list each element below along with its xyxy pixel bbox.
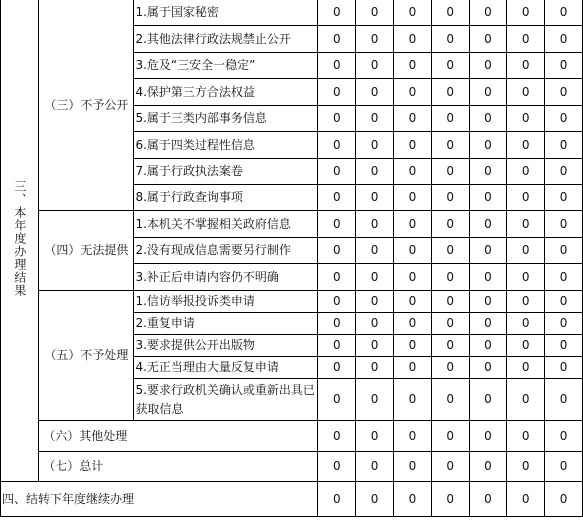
value-cell: 0 [394,291,432,313]
section-4-title: 四、结转下年度继续办理 [1,482,318,517]
row-label: 1.属于国家秘密 [134,0,318,26]
value-cell: 0 [394,53,432,79]
value-cell: 0 [394,79,432,106]
value-cell: 0 [507,313,545,335]
value-cell: 0 [394,313,432,335]
value-cell: 0 [431,26,469,53]
value-cell: 0 [394,482,432,517]
value-cell: 0 [431,421,469,452]
value-cell: 0 [356,26,394,53]
value-cell: 0 [318,185,356,211]
value-cell: 0 [318,106,356,132]
value-cell: 0 [545,335,583,357]
value-cell: 0 [318,53,356,79]
value-cell: 0 [507,211,545,238]
row-label: 8.属于行政查询事项 [134,185,318,211]
value-cell: 0 [469,313,507,335]
value-cell: 0 [318,211,356,238]
value-cell: 0 [469,0,507,26]
value-cell: 0 [545,482,583,517]
value-cell: 0 [469,335,507,357]
value-cell: 0 [318,291,356,313]
value-cell: 0 [507,238,545,264]
value-cell: 0 [318,159,356,185]
value-cell: 0 [469,132,507,159]
value-cell: 0 [318,238,356,264]
value-cell: 0 [545,313,583,335]
value-cell: 0 [356,379,394,421]
value-cell: 0 [431,313,469,335]
value-cell: 0 [545,26,583,53]
value-cell: 0 [318,0,356,26]
table-row [1,211,583,238]
value-cell: 0 [545,53,583,79]
value-cell: 0 [431,238,469,264]
value-cell: 0 [545,452,583,482]
table-row [1,291,583,313]
value-cell: 0 [545,0,583,26]
value-cell: 0 [356,313,394,335]
value-cell: 0 [431,291,469,313]
value-cell: 0 [318,335,356,357]
group-label-g7: （七）总计 [39,452,318,482]
value-cell: 0 [431,482,469,517]
value-cell: 0 [507,264,545,291]
row-label: 3.危及“三安全一稳定” [134,53,318,79]
value-cell: 0 [545,291,583,313]
value-cell: 0 [356,291,394,313]
value-cell: 0 [431,79,469,106]
value-cell: 0 [469,211,507,238]
value-cell: 0 [318,357,356,379]
row-label: 1.信访举报投诉类申请 [134,291,318,313]
value-cell: 0 [431,132,469,159]
value-cell: 0 [356,482,394,517]
value-cell: 0 [318,132,356,159]
value-cell: 0 [318,313,356,335]
row-label: 3.补正后申请内容仍不明确 [134,264,318,291]
value-cell: 0 [394,421,432,452]
value-cell: 0 [545,238,583,264]
value-cell: 0 [507,291,545,313]
value-cell: 0 [356,0,394,26]
value-cell: 0 [507,421,545,452]
value-cell: 0 [431,357,469,379]
value-cell: 0 [507,106,545,132]
value-cell: 0 [507,159,545,185]
group-label-g5: （五）不予处理 [39,291,134,421]
value-cell: 0 [545,79,583,106]
value-cell: 0 [394,106,432,132]
value-cell: 0 [469,53,507,79]
group-label-g6: （六）其他处理 [39,421,318,452]
value-cell: 0 [356,421,394,452]
value-cell: 0 [318,26,356,53]
value-cell: 0 [469,26,507,53]
row-label: 2.没有现成信息需要另行制作 [134,238,318,264]
value-cell: 0 [545,185,583,211]
value-cell: 0 [507,26,545,53]
value-cell: 0 [356,53,394,79]
value-cell: 0 [394,264,432,291]
row-label: 7.属于行政执法案卷 [134,159,318,185]
table-row [1,452,583,482]
value-cell: 0 [507,79,545,106]
value-cell: 0 [431,335,469,357]
value-cell: 0 [469,452,507,482]
value-cell: 0 [431,264,469,291]
value-cell: 0 [545,421,583,452]
value-cell: 0 [507,53,545,79]
value-cell: 0 [545,106,583,132]
value-cell: 0 [318,482,356,517]
value-cell: 0 [469,482,507,517]
value-cell: 0 [356,132,394,159]
row-label: 4.无正当理由大量反复申请 [134,357,318,379]
value-cell: 0 [431,452,469,482]
row-label: 2.其他法律行政法规禁止公开 [134,26,318,53]
value-cell: 0 [394,211,432,238]
value-cell: 0 [507,482,545,517]
value-cell: 0 [356,357,394,379]
value-cell: 0 [394,357,432,379]
value-cell: 0 [394,335,432,357]
value-cell: 0 [318,264,356,291]
value-cell: 0 [545,211,583,238]
value-cell: 0 [431,159,469,185]
value-cell: 0 [431,185,469,211]
value-cell: 0 [394,159,432,185]
value-cell: 0 [469,238,507,264]
value-cell: 0 [507,357,545,379]
value-cell: 0 [356,264,394,291]
value-cell: 0 [394,0,432,26]
row-label: 2.重复申请 [134,313,318,335]
group-label-g3: （三）不予公开 [39,0,134,211]
value-cell: 0 [507,0,545,26]
value-cell: 0 [318,452,356,482]
value-cell: 0 [507,132,545,159]
row-label: 1.本机关不掌握相关政府信息 [134,211,318,238]
table-row [1,482,583,517]
table-row [1,0,583,26]
value-cell: 0 [469,421,507,452]
value-cell: 0 [356,211,394,238]
row-label: 5.属于三类内部事务信息 [134,106,318,132]
value-cell: 0 [469,159,507,185]
value-cell: 0 [469,291,507,313]
value-cell: 0 [469,185,507,211]
value-cell: 0 [545,379,583,421]
value-cell: 0 [507,379,545,421]
row-label: 4.保护第三方合法权益 [134,79,318,106]
value-cell: 0 [356,452,394,482]
value-cell: 0 [318,421,356,452]
value-cell: 0 [356,335,394,357]
row-label: 6.属于四类过程性信息 [134,132,318,159]
value-cell: 0 [431,0,469,26]
value-cell: 0 [507,452,545,482]
value-cell: 0 [394,185,432,211]
table-body [1,0,583,517]
value-cell: 0 [431,53,469,79]
value-cell: 0 [431,211,469,238]
value-cell: 0 [394,238,432,264]
value-cell: 0 [507,335,545,357]
row-label: 3.要求提供公开出版物 [134,335,318,357]
value-cell: 0 [469,106,507,132]
value-cell: 0 [356,79,394,106]
value-cell: 0 [394,132,432,159]
value-cell: 0 [431,106,469,132]
value-cell: 0 [356,106,394,132]
value-cell: 0 [318,79,356,106]
value-cell: 0 [545,132,583,159]
value-cell: 0 [394,26,432,53]
value-cell: 0 [469,264,507,291]
value-cell: 0 [469,379,507,421]
value-cell: 0 [356,185,394,211]
value-cell: 0 [394,379,432,421]
section-3-title: 三、本年度办理结果 [12,180,27,298]
value-cell: 0 [469,357,507,379]
section-3-header [1,0,39,482]
value-cell: 0 [356,159,394,185]
value-cell: 0 [545,159,583,185]
table-row [1,421,583,452]
value-cell: 0 [318,379,356,421]
value-cell: 0 [394,452,432,482]
value-cell: 0 [469,79,507,106]
group-label-g4: （四）无法提供 [39,211,134,291]
value-cell: 0 [545,357,583,379]
value-cell: 0 [356,238,394,264]
value-cell: 0 [431,379,469,421]
row-label: 5.要求行政机关确认或重新出具已获取信息 [134,379,318,421]
value-cell: 0 [507,185,545,211]
value-cell: 0 [545,264,583,291]
